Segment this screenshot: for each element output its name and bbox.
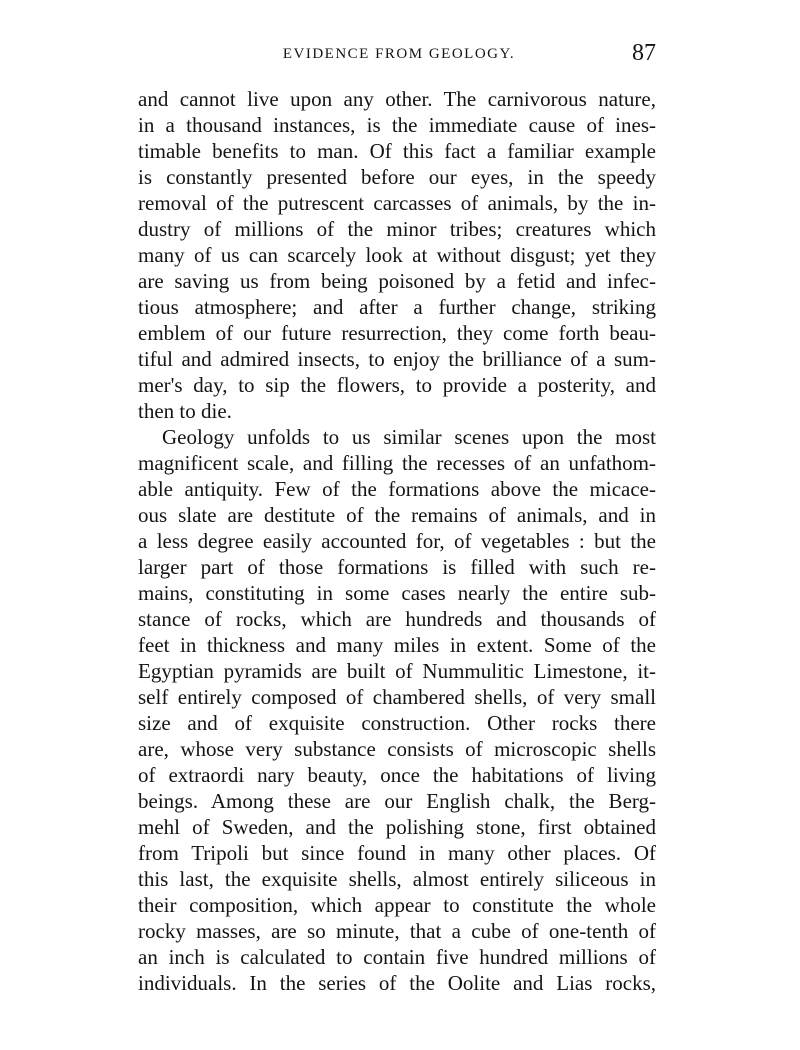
- text-line: tiful and admired insects, to enjoy the brilliance of a sum-: [138, 347, 656, 371]
- text-line: are, whose very substance consists of microscopic shells: [138, 737, 656, 761]
- text-line: timable benefits to man. Of this fact a familiar example: [138, 139, 656, 163]
- text-line: emblem of our future resurrection, they come forth beau-: [138, 321, 656, 345]
- text-line: feet in thickness and many miles in extent. Some of the: [138, 633, 656, 657]
- text-line: an inch is calculated to contain five hundred millions of: [138, 945, 656, 969]
- paragraph: [138, 424, 656, 996]
- text-line: removal of the putrescent carcasses of animals, by the in-: [138, 191, 656, 215]
- text-line: this last, the exquisite shells, almost entirely siliceous in: [138, 867, 656, 891]
- text-line: mains, constituting in some cases nearly the entire sub-: [138, 581, 656, 605]
- page-number: 87: [632, 40, 656, 66]
- text-line: a less degree easily accounted for, of vegetables : but the: [138, 529, 656, 553]
- text-line: mer's day, to sip the flowers, to provide a posterity, and: [138, 373, 656, 397]
- running-title: EVIDENCE FROM GEOLOGY.: [282, 46, 516, 62]
- text-line: mehl of Sweden, and the polishing stone, first obtained: [138, 815, 656, 839]
- text-line: many of us can scarcely look at without disgust; yet they: [138, 243, 656, 267]
- text-line: magnificent scale, and filling the recesses of an unfathom-: [138, 451, 656, 475]
- text-line: individuals. In the series of the Oolite and Lias rocks,: [138, 971, 656, 995]
- text-line: from Tripoli but since found in many other places. Of: [138, 841, 656, 865]
- body-text: [138, 86, 656, 996]
- text-line: rocky masses, are so minute, that a cube of one-tenth of: [138, 919, 656, 943]
- text-line: Egyptian pyramids are built of Nummulitic Limestone, it-: [138, 659, 656, 683]
- text-line: dustry of millions of the minor tribes; creatures which: [138, 217, 656, 241]
- text-line: of extraordi nary beauty, once the habitations of living: [138, 763, 656, 787]
- text-line: then to die.: [138, 399, 232, 423]
- text-line: beings. Among these are our English chalk, the Berg-: [138, 789, 656, 813]
- text-line: their composition, which appear to constitute the whole: [138, 893, 656, 917]
- text-line: tious atmosphere; and after a further change, striking: [138, 295, 656, 319]
- text-line: ous slate are destitute of the remains of animals, and in: [138, 503, 656, 527]
- text-line: self entirely composed of chambered shells, of very small: [138, 685, 656, 709]
- text-line: are saving us from being poisoned by a fetid and infec-: [138, 269, 656, 293]
- text-line: in a thousand instances, is the immediate cause of ines-: [138, 113, 656, 137]
- text-line: larger part of those formations is filled with such re-: [138, 555, 656, 579]
- text-line: and cannot live upon any other. The carnivorous nature,: [138, 87, 656, 111]
- running-head: [138, 40, 660, 72]
- text-line: is constantly presented before our eyes, in the speedy: [138, 165, 656, 189]
- paragraph: [138, 86, 656, 424]
- text-line: Geology unfolds to us similar scenes upon the most: [162, 425, 656, 449]
- text-line: able antiquity. Few of the formations above the micace-: [138, 477, 656, 501]
- text-line: size and of exquisite construction. Other rocks there: [138, 711, 656, 735]
- text-line: stance of rocks, which are hundreds and thousands of: [138, 607, 656, 631]
